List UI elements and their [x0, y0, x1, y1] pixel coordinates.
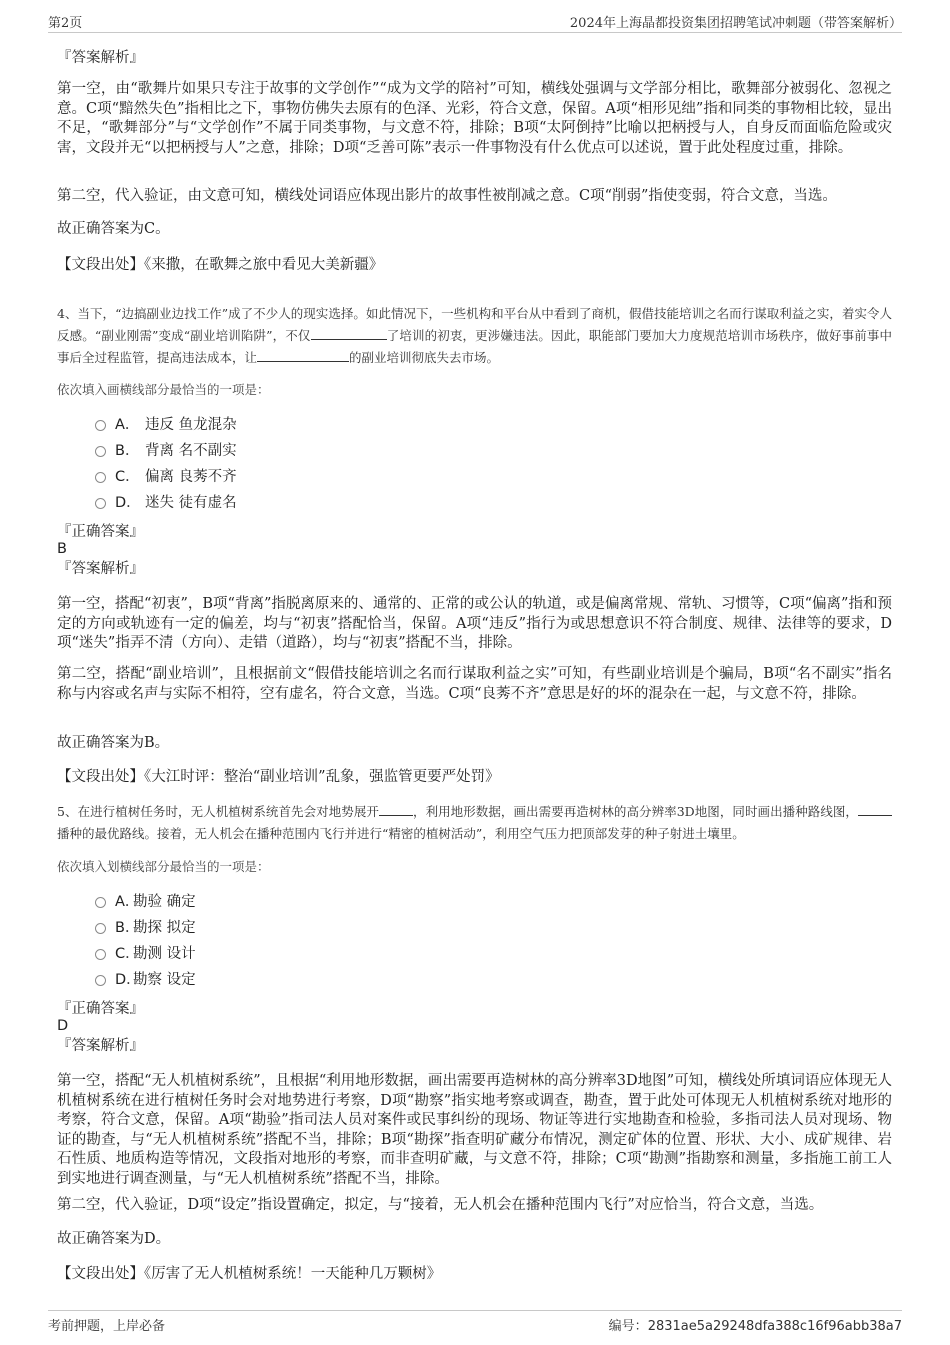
footer-code	[609, 1315, 902, 1334]
option-label: D．	[115, 972, 141, 988]
option-text: 迷失 徒有虚名	[145, 495, 237, 511]
q4-analysis-p2: 第二空，搭配“副业培训”，且根据前文“假借技能培训之名而行谋取利益之实”可知，有些副业培训是个骗局，B项“名不副实”指名称与内容或名声与实际不相符，空有虚名，符合文意，当选。C项“良莠不齐”意思是好的坏的混杂在一起，与文意不符，排除。	[57, 666, 892, 702]
q4-conclusion: 故正确答案为B。	[57, 735, 170, 751]
radio-button[interactable]	[95, 923, 106, 934]
radio-button[interactable]	[95, 498, 106, 509]
q4-p1-wrap	[57, 595, 892, 654]
option-label: D．	[115, 495, 141, 511]
option-text: 偏离 良莠不齐	[145, 469, 237, 485]
prev-analysis-p1: 第一空，由“歌舞片如果只专注于故事的文学创作”“成为文学的陪衬”可知，横线处强调与文学部分相比，歌舞部分被弱化、忽视之意。C项“黯然失色”指相比之下，事物仿佛失去原有的色泽、光彩，符合文意，保留。A项“相形见绌”指和同类的事物相比较，显出不足，“歌舞部分”与“文学创作”不属于同类事物，与文意不符，排除；B项“太阿倒持”比喻以把柄授与人，自身反而面临危险或灾害，文段并无“以把柄授与人”之意，排除；D项“乏善可陈”表示一件事物没有什么优点可以述说，置于此处程度过重，排除。	[57, 81, 892, 156]
analysis-heading: 『答案解析』	[57, 561, 144, 577]
q5-conclusion-wrap	[57, 1230, 892, 1250]
option-label: B．	[115, 920, 140, 936]
q4-text-c: 的副业培训彻底失去市场。	[349, 350, 500, 365]
option-text: 勘探 拟定	[133, 920, 196, 936]
q4-conclusion-wrap	[57, 734, 892, 754]
radio-button[interactable]	[95, 975, 106, 986]
answer-blank	[858, 802, 892, 816]
prev-source-wrap	[57, 256, 892, 276]
option-text: 勘察 设定	[133, 972, 196, 988]
question-5-prompt: 依次填入划横线部分最恰当的一项是：	[57, 859, 270, 874]
question-4-stem	[57, 303, 892, 369]
q5-conclusion: 故正确答案为D。	[57, 1231, 171, 1247]
prev-conclusion-wrap	[57, 220, 892, 240]
answer-blank	[379, 802, 413, 816]
page-footer	[48, 1310, 902, 1335]
question-4	[57, 303, 892, 369]
q4-source-wrap	[57, 768, 892, 788]
prev-analysis-p2-wrap	[57, 187, 892, 207]
option-label: C．	[115, 469, 140, 485]
q4-prompt-wrap	[57, 380, 892, 398]
question-5-stem	[57, 801, 892, 845]
page-number: 第2页	[48, 16, 83, 31]
analysis-heading: 『答案解析』	[57, 50, 144, 66]
correct-answer: D	[57, 1018, 69, 1034]
q5-text-c: 播种的最优路线。接着，无人机会在播种范围内飞行并进行“精密的植树活动”，利用空气压力把顶部发芽的种子射进土壤里。	[57, 826, 745, 841]
analysis-heading: 『答案解析』	[57, 1038, 144, 1054]
prev-conclusion: 故正确答案为C。	[57, 221, 170, 237]
q4-p2-wrap	[57, 665, 892, 704]
q5-p2-wrap	[57, 1196, 892, 1216]
radio-button[interactable]	[95, 446, 106, 457]
prev-source: 【文段出处】《来撒，在歌舞之旅中看见大美新疆》	[57, 257, 384, 273]
q4-answer-wrap	[57, 520, 892, 578]
radio-button[interactable]	[95, 949, 106, 960]
q4-text-a: 4、当下，“边搞副业边找工作”成了不少人的现实选择。如此情况下，一些机构和平台从中看到了商机，假借技能培训之名而行谋取利益之实，着实令人反感。“副业刚需”变成“副业培训陷阱”，不仅	[57, 306, 892, 343]
correct-answer-heading: 『正确答案』	[57, 1001, 144, 1017]
q4-text-b: 了培训的初衷，更涉嫌违法。因此，职能部门要加大力度规范培训市场秩序，做好事前事中事后全过程监管，提高违法成本，让	[57, 328, 892, 365]
option-text: 勘验 确定	[133, 894, 196, 910]
prev-analysis	[57, 46, 892, 67]
footer-slogan: 考前押题，上岸必备	[48, 1319, 166, 1334]
q4-source: 【文段出处】《大江时评：整治“副业培训”乱象，强监管更要严处罚》	[57, 769, 500, 785]
page-header	[48, 10, 902, 33]
option-label: A．	[115, 417, 140, 433]
q5-p1-wrap	[57, 1072, 892, 1189]
q5-prompt-wrap	[57, 857, 892, 875]
radio-button[interactable]	[95, 420, 106, 431]
answer-blank	[311, 326, 387, 340]
option-label: B．	[115, 443, 140, 459]
correct-answer-heading: 『正确答案』	[57, 524, 144, 540]
q5-analysis-p1: 第一空，搭配“无人机植树系统”，且根据“利用地形数据，画出需要再造树林的高分辨率3D地图”可知，横线处所填词语应体现无人机植树系统在进行植树任务时会对地势进行考察，D项“勘察”指实地考察或调查，勘查，置于此处可体现无人机植树系统对地形的考察，符合文意，保留。A项“勘验”指司法人员对案件或民事纠纷的现场、物证等进行实地勘查和检验，多指司法人员对现场、物证的勘查，与“无人机植树系统”搭配不当，排除；B项“勘探”指查明矿藏分布情况，测定矿体的位置、形状、大小、成矿规律、岩石性质、地质构造等情况，文段指对地形的考察，而非查明矿藏，与文意不符，排除；C项“勘测”指勘察和测量，多指施工前工人到实地进行调查测量，与“无人机植树系统”搭配不当，排除。	[57, 1073, 892, 1187]
radio-button[interactable]	[95, 472, 106, 483]
correct-answer: B	[57, 541, 67, 557]
q5-text-a: 5、在进行植树任务时，无人机植树系统首先会对地势展开	[57, 804, 379, 819]
q5-source: 【文段出处】《厉害了无人机植树系统！一天能种几万颗树》	[57, 1266, 442, 1282]
option-text: 违反 鱼龙混杂	[145, 417, 237, 433]
question-4-prompt: 依次填入画横线部分最恰当的一项是：	[57, 382, 270, 397]
q5-text-b: ，利用地形数据，画出需要再造树林的高分辨率3D地图，同时画出播种路线图，	[412, 804, 858, 819]
option-label: A．	[115, 894, 140, 910]
prev-analysis-p1-wrap	[57, 80, 892, 158]
radio-button[interactable]	[95, 897, 106, 908]
q5-answer-wrap	[57, 997, 892, 1055]
q5-analysis-p2: 第二空，代入验证，D项“设定”指设置确定，拟定，与“接着，无人机会在播种范围内飞行”对应恰当，符合文意，当选。	[57, 1197, 824, 1213]
document-title: 2024年上海晶都投资集团招聘笔试冲刺题（带答案解析）	[569, 16, 902, 31]
code-value: 2831ae5a29248dfa388c16f96abb38a7	[647, 1319, 902, 1334]
option-label: C．	[115, 946, 140, 962]
option-text: 背离 名不副实	[145, 443, 237, 459]
answer-blank	[257, 348, 349, 362]
option-text: 勘测 设计	[133, 946, 196, 962]
prev-analysis-p2: 第二空，代入验证，由文意可知，横线处词语应体现出影片的故事性被削减之意。C项“削弱”指使变弱，符合文意，当选。	[57, 188, 837, 204]
q5-source-wrap	[57, 1265, 892, 1285]
question-5	[57, 801, 892, 845]
q4-analysis-p1: 第一空，搭配“初衷”，B项“背离”指脱离原来的、通常的、正常的或公认的轨道，或是偏离常规、常轨、习惯等，C项“偏离”指和预定的方向或轨迹有一定的偏差，均与“初衷”搭配恰当，保留。A项“违反”指行为或思想意识不符合制度、规律、法律等的要求，D项“迷失”指弄不清（方向）、走错（道路），均与“初衷”搭配不当，排除。	[57, 596, 892, 651]
code-label: 编号：	[608, 1319, 648, 1334]
